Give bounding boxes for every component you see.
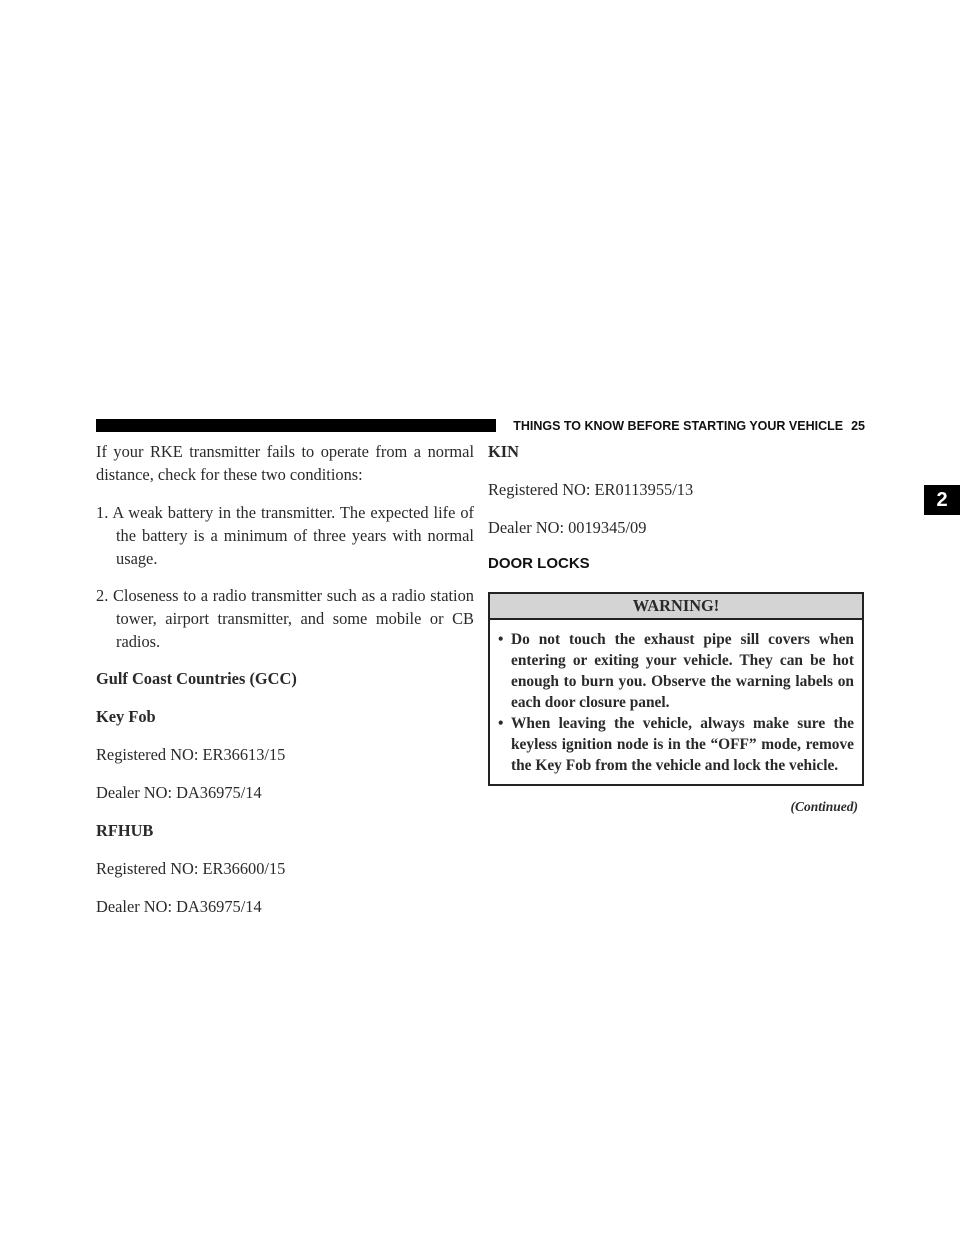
section-title: THINGS TO KNOW BEFORE STARTING YOUR VEHICLE <box>513 419 844 433</box>
condition-item-1: 1. A weak battery in the transmitter. The expected life of the battery is a minimum of three years with normal usage. <box>96 503 474 568</box>
warning-box <box>488 592 864 786</box>
key-fob-registered: Registered NO: ER36613/15 <box>96 745 286 764</box>
left-column <box>96 440 474 933</box>
warning-item <box>498 713 854 776</box>
header-rule <box>96 419 496 432</box>
kin-registered: Registered NO: ER0113955/13 <box>488 480 694 499</box>
rfhub-registered: Registered NO: ER36600/15 <box>96 859 286 878</box>
door-locks-heading: DOOR LOCKS <box>488 555 590 572</box>
warning-item <box>498 629 854 713</box>
condition-item-2: 2. Closeness to a radio transmitter such as a radio station tower, airport transmitter, and some mobile or CB radios. <box>96 586 474 651</box>
continued-note: (Continued) <box>790 799 858 814</box>
intro-paragraph: If your RKE transmitter fails to operate from a normal distance, check for these two conditions: <box>96 442 474 484</box>
kin-heading: KIN <box>488 442 519 461</box>
right-column <box>488 440 864 816</box>
bullet-icon: • <box>498 715 504 732</box>
warning-item-text: When leaving the vehicle, always make sure the keyless ignition node is in the “OFF” mode, remove the Key Fob from the vehicle and lock the vehicle. <box>511 715 854 774</box>
region-heading: Gulf Coast Countries (GCC) <box>96 669 297 688</box>
warning-title: WARNING! <box>490 594 862 620</box>
key-fob-heading: Key Fob <box>96 707 156 726</box>
rfhub-dealer: Dealer NO: DA36975/14 <box>96 897 262 916</box>
page-number: 25 <box>851 419 865 433</box>
warning-item-text: Do not touch the exhaust pipe sill covers when entering or exiting your vehicle. They can be hot enough to burn you. Observe the warning labels on each door closure panel. <box>511 631 854 711</box>
kin-dealer: Dealer NO: 0019345/09 <box>488 518 647 537</box>
conditions-list <box>96 501 474 653</box>
key-fob-dealer: Dealer NO: DA36975/14 <box>96 783 262 802</box>
chapter-tab: 2 <box>924 485 960 515</box>
bullet-icon: • <box>498 631 504 648</box>
running-header <box>503 418 865 434</box>
warning-list <box>490 620 862 784</box>
rfhub-heading: RFHUB <box>96 821 154 840</box>
